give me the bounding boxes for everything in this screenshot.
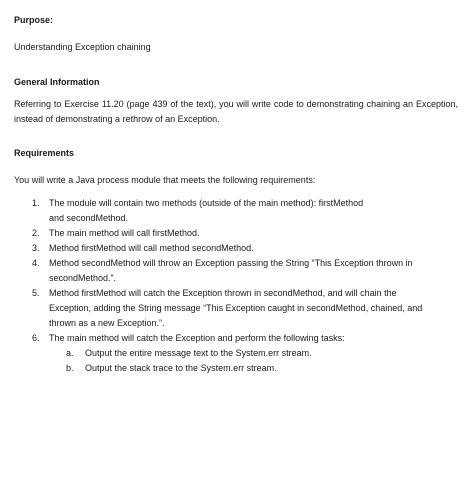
sub-list-item-b: [0, 361, 474, 376]
list-item-line: thrown as a new Exception.”.: [49, 318, 165, 328]
requirements-intro: You will write a Java process module that meets the following requirements:: [14, 175, 316, 185]
list-item-number: 1.: [32, 198, 40, 208]
list-item-line: The main method will catch the Exception and perform the following tasks:: [49, 333, 345, 343]
purpose-text: Understanding Exception chaining: [14, 42, 151, 52]
list-item-line: Method firstMethod will catch the Exception thrown in secondMethod, and will chain the: [49, 288, 397, 298]
list-item-2: [0, 226, 474, 241]
sub-list-item-text: Output the stack trace to the System.err stream.: [85, 363, 277, 373]
sub-list-item-a: [0, 346, 474, 361]
list-item-number: 5.: [32, 288, 40, 298]
purpose-heading: Purpose:: [14, 15, 54, 25]
list-item-line: The main method will call firstMethod.: [49, 228, 200, 238]
list-item-5: [0, 286, 474, 331]
list-item-line: Method firstMethod will call method secondMethod.: [49, 243, 254, 253]
list-item-line: secondMethod.”.: [49, 273, 117, 283]
list-item-4: [0, 256, 474, 286]
list-item-line: Method secondMethod will throw an Exception passing the String “This Exception thrown in: [49, 258, 413, 268]
sub-list-item-letter: b.: [66, 363, 74, 373]
list-item-number: 4.: [32, 258, 40, 268]
requirements-heading: Requirements: [14, 148, 75, 158]
list-item-1: [0, 196, 474, 226]
list-item-line: The module will contain two methods (outside of the main method): firstMethod: [49, 198, 364, 208]
list-item-3: [0, 241, 474, 256]
sub-list-item-letter: a.: [66, 348, 74, 358]
requirements-list: [0, 196, 474, 376]
general-information-heading: General Information: [14, 77, 100, 87]
sub-list-item-text: Output the entire message text to the System.err stream.: [85, 348, 312, 358]
list-item-line: Exception, adding the String message “This Exception caught in secondMethod, chained, and: [49, 303, 423, 313]
list-item-number: 6.: [32, 333, 40, 343]
general-information-text: Referring to Exercise 11.20 (page 439 of the text), you will write code to demonstrating chaining an Exception, instead of demonstrating a rethrow of an Exception.: [14, 99, 458, 124]
list-item-number: 3.: [32, 243, 40, 253]
list-item-line: and secondMethod.: [49, 213, 129, 223]
list-item-number: 2.: [32, 228, 40, 238]
list-item-6: [0, 331, 474, 346]
